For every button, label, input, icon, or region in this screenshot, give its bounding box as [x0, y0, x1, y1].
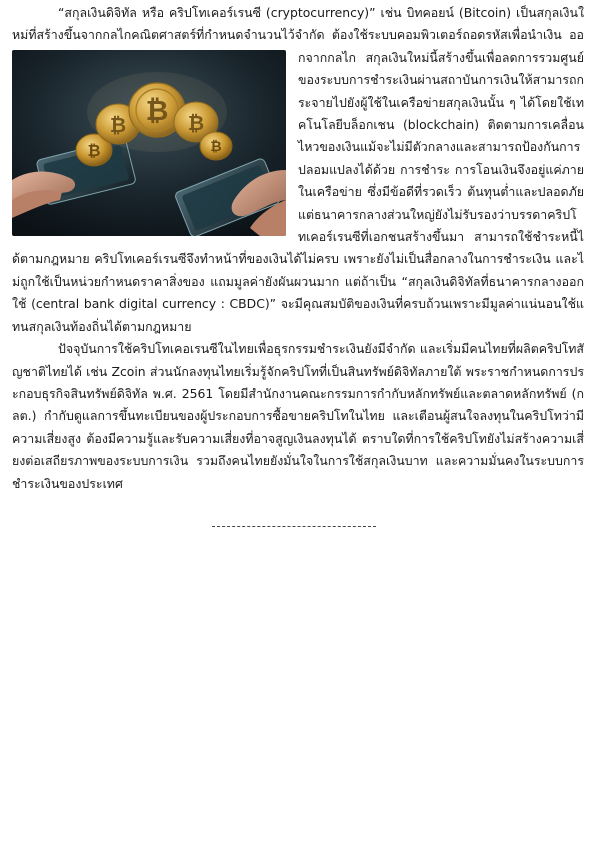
paragraph-1 [12, 2, 584, 338]
svg-text:₿: ₿ [145, 93, 169, 127]
svg-text:₿: ₿ [87, 140, 101, 160]
bitcoin-hands-image [12, 50, 286, 236]
paragraph-2: ปัจจุบันการใช้คริปโทเคอเรนซีในไทยเพื่อธุรกรรมชำระเงินยังมีจำกัด และเริ่มมีคนไทยที่ผลิตคริปโทสัญชาติไทยได้ เช่น Zcoin ส่วนนักลงทุนไทยเริ่มรู้จักคริปโทที่เป็นสินทรัพย์ดิจิทัลภายใต้ พระราชกำหนดการประกอบธุรกิจสินทรัพย์ดิจิทัล พ.ศ. 2561 โดยมีสำนักงานคณะกรรมการกำกับหลักทรัพย์และตลาดหลักทรัพย์ (กลต.) กำกับดูแลการขึ้นทะเบียนของผู้ประกอบการซื้อขายคริปโทในไทย และเตือนผู้สนใจลงทุนในคริปโทว่ามีความเสี่ยงสูง ต้องมีความรู้และรับความเสี่ยงที่อาจสูญเงินลงทุนได้ ตราบใดที่การใช้คริปโทยังไม่สร้างความเสี่ยงต่อเสถียรภาพของระบบการเงิน รวมถึงคนไทยยังมั่นใจในการใช้สกุลเงินบาท และความมั่นคงในระบบการชำระเงินของประเทศ [12, 341, 584, 491]
paragraph-1-wrapped: ออกจากกลไก สกุลเงินใหม่นี้สร้างขึ้นเพื่อลดการรวมศูนย์ของระบบการชำระเงินผ่านสถาบันการเงินให้สามารถกระจายไปยังผู้ใช้ในเครือข่ายสกุลเงินนั้น ๆ ได้โดยใช้เทคโนโลยีบล็อกเชน (blockchain) ติดตามการเคลื่อน ไหวของเงินแม้จะไม่มีตัวกลางและสามารถป้องกันการปลอมแปลงได้ด้วย การชำระ การโอนเงินจึงอยู่แค่ภายในเครือข่าย ซึ่งมีข้อดีที่รวดเร็ว ต้นทุนต่ำและปลอดภัย แต่ธนาคารกลางส่วนใหญ่ยังไม่รับรองว่าบรรดาคริปโทเคอร์เรนซีที่เอกชนสร้างขึ้นมา สามารถใช้ชำระหนี้ได้ตามกฎหมาย คริปโทเคอร์เรนซีจึงทำหน้าที่ของเงินได้ไม่ครบ เพราะยังไม่เป็นสื่อกลางในการชำระเงิน และไม่ถูกใช้เป็นหน่วยกำหนดราคาสิ่งของ แถมมูลค่ายังผันผวนมาก แต่ถ้าเป็น “สกุลเงินดิจิทัลที่ธนาคารกลางออกใช้ (central bank digital currency : CBDC)” จะมีคุณสมบัติของเงินที่ครบถ้วนเพราะมีมูลค่าแน่นอนใช้แทนสกุลเงินท้องถิ่นได้ตามกฎหมาย [12, 27, 584, 334]
svg-text:₿: ₿ [109, 112, 127, 137]
section-divider [212, 526, 376, 527]
svg-text:₿: ₿ [210, 138, 222, 155]
svg-text:₿: ₿ [187, 110, 205, 135]
document-page [12, 2, 584, 495]
paragraph-1-intro: “สกุลเงินดิจิทัล หรือ คริปโทเคอร์เรนซี (cryptocurrency)” เช่น บิทคอยน์ (Bitcoin) เป็นสกุลเงินใหม่ที่สร้างขึ้นจากกลไกคณิตศาสตร์ที่กำหนดจำนวนไว้จำกัด ต้องใช้ระบบคอมพิวเตอร์ถอดรหัสเพื่อนำเงิน [12, 5, 584, 43]
bitcoin-hands-photo-icon [12, 50, 286, 236]
